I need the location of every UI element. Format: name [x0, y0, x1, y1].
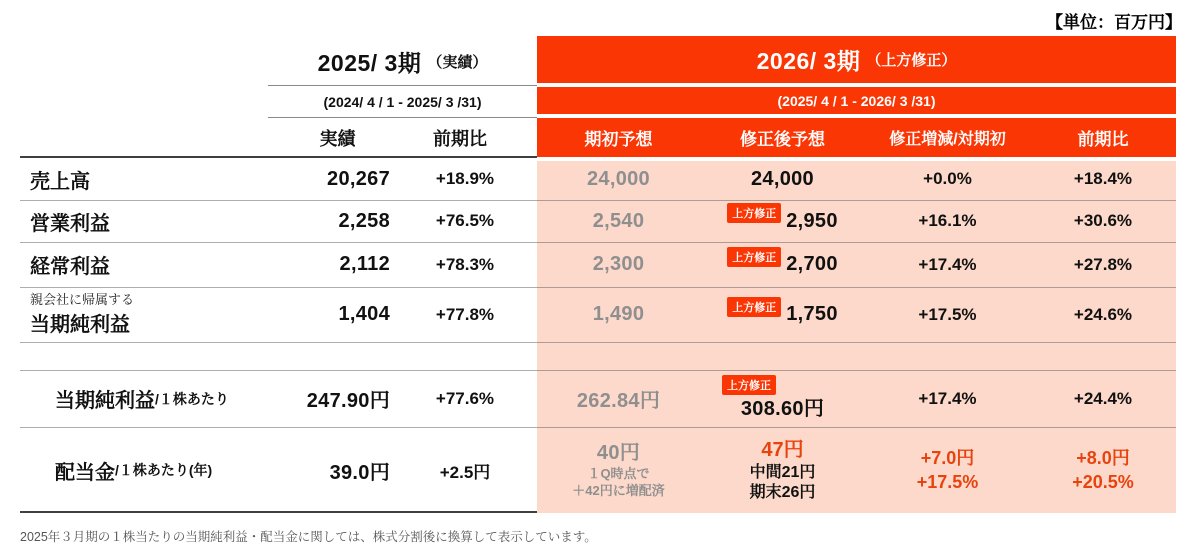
initial-forecast-cell [537, 427, 700, 513]
row-label: 配当金 [55, 461, 115, 484]
yoy-forecast-value: +30.6% [1073, 211, 1133, 230]
initial-forecast-value: 24,000 [587, 167, 650, 190]
yoy-forecast-pct: +20.5% [1072, 472, 1134, 492]
yoy-value: +77.8% [435, 304, 495, 324]
row-label: 当期純利益 [55, 390, 155, 412]
yoy-forecast-cell [1030, 200, 1176, 242]
right-period-title: 2026/ 3期 [756, 48, 861, 74]
actual-cell [270, 370, 390, 427]
row-label: 経常利益 [30, 256, 110, 278]
initial-forecast-value: 262.84円 [576, 390, 661, 412]
initial-forecast-value: 2,300 [592, 253, 645, 275]
revised-forecast-value: 2,950 [786, 209, 838, 232]
initial-forecast-cell [537, 200, 700, 242]
row-label-suffix: /１株あたり(年) [115, 462, 213, 478]
change-vs-initial-value: +17.5% [918, 304, 977, 324]
revised-forecast-value: 24,000 [751, 167, 814, 190]
yoy-forecast-cell [1030, 158, 1176, 200]
yoy-cell [400, 427, 530, 513]
actual-value: 39.0円 [329, 461, 390, 484]
row-label: 当期純利益 [30, 314, 130, 337]
actual-cell [270, 242, 390, 287]
column-header-yoy: 前期比 [433, 129, 487, 149]
yoy-forecast-cell [1030, 427, 1176, 513]
yoy-forecast-value: +24.6% [1073, 304, 1133, 324]
initial-forecast-note: １Q時点で [587, 465, 650, 481]
revised-forecast-cell [700, 287, 865, 342]
yoy-value: +2.5円 [439, 462, 491, 482]
row-label-small: 親会社に帰属する [30, 291, 135, 307]
yoy-forecast-value: +18.4% [1073, 169, 1133, 188]
revised-forecast-cell [700, 158, 865, 200]
revised-forecast-value: 1,750 [786, 303, 838, 325]
revised-forecast-cell [700, 427, 865, 513]
right-date-range: (2025/ 4 / 1 - 2026/ 3 /31) [537, 87, 1176, 114]
initial-forecast-value: 1,490 [592, 303, 645, 325]
actual-value: 20,267 [327, 167, 390, 190]
change-vs-initial-value: +16.1% [918, 211, 977, 230]
actual-value: 2,112 [339, 253, 390, 275]
row-divider [20, 342, 1176, 343]
change-vs-initial-value: +7.0円 [920, 447, 975, 468]
change-vs-initial-cell [865, 370, 1030, 427]
table-row-label [30, 158, 265, 200]
change-vs-initial-cell [865, 427, 1030, 513]
table-row-label [30, 242, 265, 287]
yoy-cell [400, 370, 530, 427]
column-header-yoy-forecast: 前期比 [1077, 130, 1129, 149]
change-vs-initial-value: +17.4% [918, 254, 977, 274]
year-end-dividend-value: 期末26円 [749, 483, 816, 501]
change-vs-initial-pct: +17.5% [916, 472, 979, 492]
revised-forecast-cell [700, 200, 865, 242]
yoy-value: +77.6% [435, 388, 495, 408]
yoy-forecast-cell [1030, 287, 1176, 342]
initial-forecast-cell [537, 242, 700, 287]
revised-forecast-cell [700, 370, 865, 427]
left-period-header [268, 38, 537, 84]
row-label: 売上高 [30, 170, 90, 193]
row-label: 営業利益 [30, 212, 110, 235]
upward-revision-badge: 上方修正 [727, 247, 781, 267]
upward-revision-badge: 上方修正 [722, 375, 776, 395]
unit-label: 【単位：百万円】 [1046, 13, 1182, 32]
initial-forecast-cell [537, 370, 700, 427]
left-period-note: （実績） [427, 53, 488, 71]
initial-forecast-note: ＋42円に増配済 [572, 482, 665, 498]
yoy-cell [400, 287, 530, 342]
column-header-revised-forecast: 修正後予想 [740, 130, 825, 149]
yoy-cell [400, 200, 530, 242]
initial-forecast-cell [537, 287, 700, 342]
footnote: 2025年３月期の１株当たりの当期純利益・配当金に関しては、株式分割後に換算して表示しています。 [20, 530, 597, 544]
initial-forecast-value: 40円 [596, 441, 641, 464]
upward-revision-badge: 上方修正 [727, 297, 781, 317]
column-header-change-vs-initial: 修正増減/対期初 [889, 131, 1006, 148]
column-header-actual: 実績 [319, 129, 356, 149]
revised-forecast-value: 47円 [761, 438, 804, 461]
change-vs-initial-value: +0.0% [923, 169, 972, 188]
yoy-forecast-value: +8.0円 [1076, 447, 1130, 468]
divider [268, 117, 537, 118]
change-vs-initial-cell [865, 200, 1030, 242]
actual-value: 247.90円 [306, 390, 390, 412]
table-row-label [55, 370, 270, 427]
actual-value: 1,404 [338, 303, 390, 325]
table-row-label [30, 200, 265, 242]
actual-value: 2,258 [338, 209, 390, 232]
table-row-label [30, 287, 265, 342]
revised-forecast-value: 308.60円 [740, 398, 825, 420]
yoy-forecast-cell [1030, 242, 1176, 287]
upward-revision-badge: 上方修正 [727, 203, 781, 223]
initial-forecast-cell [537, 158, 700, 200]
yoy-cell [400, 158, 530, 200]
change-vs-initial-value: +17.4% [918, 388, 977, 408]
row-label-suffix: /１株あたり [155, 390, 229, 407]
change-vs-initial-cell [865, 287, 1030, 342]
revised-forecast-cell [700, 242, 865, 287]
yoy-forecast-value: +24.4% [1073, 388, 1133, 408]
actual-cell [270, 200, 390, 242]
table-row-label [55, 427, 270, 513]
change-vs-initial-cell [865, 242, 1030, 287]
yoy-forecast-cell [1030, 370, 1176, 427]
yoy-cell [400, 242, 530, 287]
actual-cell [270, 287, 390, 342]
divider [268, 85, 537, 86]
initial-forecast-value: 2,540 [592, 209, 645, 232]
column-header-initial-forecast: 期初予想 [584, 130, 653, 149]
actual-cell [270, 427, 390, 513]
left-date-range: (2024/ 4 / 1 - 2025/ 3 /31) [323, 94, 482, 110]
right-period-note: （上方修正） [866, 52, 957, 69]
interim-dividend-value: 中間21円 [749, 463, 816, 481]
yoy-value: +76.5% [435, 211, 495, 230]
yoy-value: +78.3% [435, 254, 495, 274]
actual-cell [270, 158, 390, 200]
yoy-value: +18.9% [435, 169, 495, 188]
right-period-header [537, 36, 1176, 83]
change-vs-initial-cell [865, 158, 1030, 200]
revised-forecast-value: 2,700 [786, 253, 838, 275]
yoy-forecast-value: +27.8% [1073, 254, 1133, 274]
left-period-title: 2025/ 3期 [317, 49, 422, 76]
